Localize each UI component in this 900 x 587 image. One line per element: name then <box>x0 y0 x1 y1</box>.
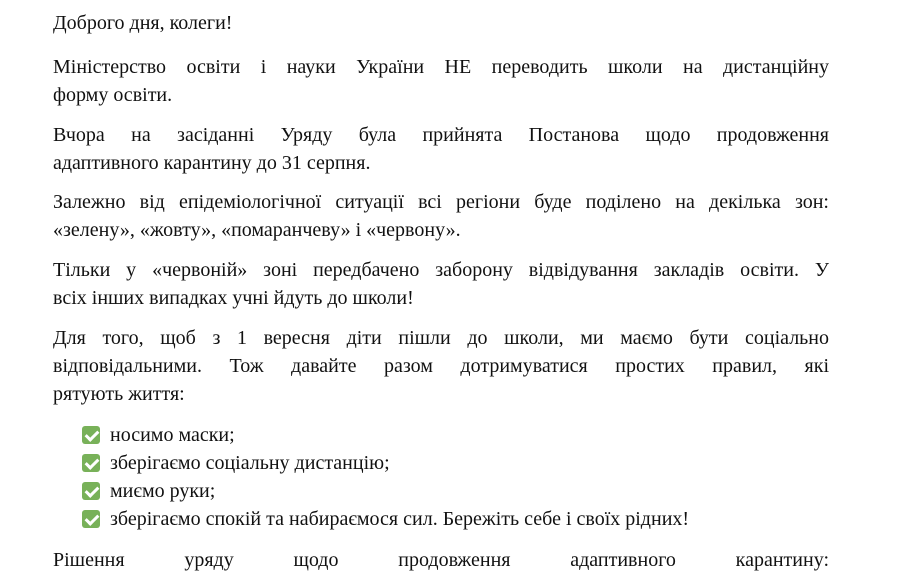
paragraph-3-line-1: Залежно від епідеміологічної ситуації всі регіони буде поділено на декілька зон: <box>53 191 829 213</box>
paragraph-2-line-2: адаптивного карантину до 31 серпня. <box>53 152 371 174</box>
rule-text: носимо маски; <box>110 424 235 446</box>
rule-text: зберігаємо спокій та набираємося сил. Бережіть себе і своїх рідних! <box>110 508 690 530</box>
paragraph-1-line-1: Міністерство освіти і науки України НЕ переводить школи на дистанційну <box>53 56 829 78</box>
rule-text: миємо руки; <box>110 480 216 502</box>
decision-line: Рішення уряду щодо продовження адаптивного карантину: <box>53 549 829 571</box>
check-mark-icon <box>82 454 100 472</box>
greeting: Доброго дня, колеги! <box>53 12 233 34</box>
check-mark-icon <box>82 482 100 500</box>
paragraph-5-line-1: Для того, щоб з 1 вересня діти пішли до школи, ми маємо бути соціально <box>53 327 829 349</box>
paragraph-5-line-2: відповідальними. Тож давайте разом дотримуватися простих правил, які <box>53 355 829 377</box>
paragraph-3-line-2: «зелену», «жовту», «помаранчеву» і «червону». <box>53 219 461 241</box>
paragraph-4-line-1: Тільки у «червоній» зоні передбачено заборону відвідування закладів освіти. У <box>53 259 829 281</box>
rule-item <box>82 421 235 449</box>
paragraph-5-line-3: рятують життя: <box>53 383 185 405</box>
rule-item <box>82 449 390 477</box>
paragraph-2-line-1: Вчора на засіданні Уряду була прийнята Постанова щодо продовження <box>53 124 829 146</box>
paragraph-1-line-2: форму освіти. <box>53 84 173 106</box>
paragraph-4-line-2: всіх інших випадках учні йдуть до школи! <box>53 287 414 309</box>
rule-item <box>82 505 689 533</box>
check-mark-icon <box>82 510 100 528</box>
check-mark-icon <box>82 426 100 444</box>
rule-text: зберігаємо соціальну дистанцію; <box>110 452 390 474</box>
rule-item <box>82 477 215 505</box>
